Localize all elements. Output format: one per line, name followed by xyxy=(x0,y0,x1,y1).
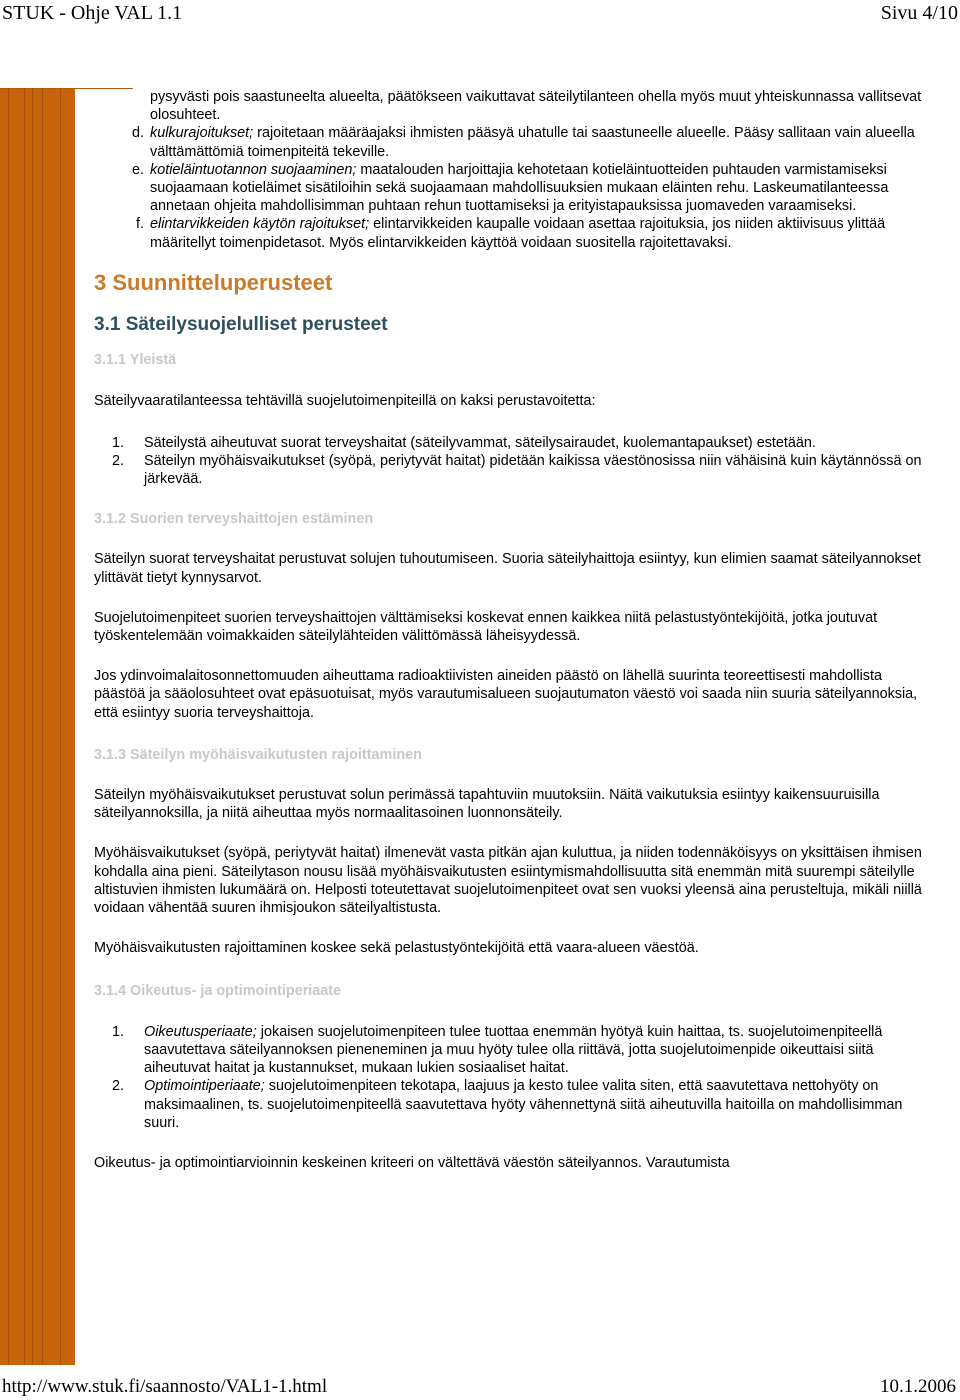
list-item: 1. Säteilystä aiheutuvat suorat terveyshaitat (säteilyvammat, säteilysairaudet, kuolemantapaukset) estetään. xyxy=(112,434,816,451)
page-number: Sivu 4/10 xyxy=(880,2,958,24)
paragraph: Myöhäisvaikutusten rajoittaminen koskee sekä pelastustyöntekijöitä että vaara-alueen väestöä. xyxy=(94,940,699,957)
heading-3-1: 3.1 Säteilysuojelulliset perusteet xyxy=(94,314,388,336)
heading-3-1-3: 3.1.3 Säteilyn myöhäisvaikutusten rajoittaminen xyxy=(94,746,422,763)
document-title: STUK - Ohje VAL 1.1 xyxy=(2,2,183,24)
list-item-e: e. kotieläintuotannon suojaaminen; maatalouden harjoittajia kehotetaan kotieläintuotteiden puhtauden varmistamiseksi suojaamaan kotieläimet sisätiloihin sekä suojaamaan mahdollisuuksien mukaan eläinten rehu. Laskeumatilanteessa annetaan ohjeita mahdollisimman puhtaan rehun tuottamiseksi ja erityistapauksissa juomaveden varaamiseksi. xyxy=(131,161,889,215)
heading-3-1-2: 3.1.2 Suorien terveyshaittojen estäminen xyxy=(94,511,374,528)
page-header xyxy=(0,0,960,30)
list-item-d: d. kulkurajoitukset; rajoitetaan määräajaksi ihmisten pääsyä uhatulle tai saastuneelle alueelle. Pääsy sallitaan vain alueella välttämättömiä toimenpiteitä tekeville. xyxy=(131,125,915,160)
paragraph: Oikeutus- ja optimointiarvioinnin keskeinen kriteeri on vältettävä väestön säteilyannos. Varautumista xyxy=(94,1154,730,1171)
continued-text: pysyvästi pois saastuneelta alueelta, päätökseen vaikuttavat säteilytilanteen ohella myös muut yhteiskunnassa vallitsevat olosuhteet. xyxy=(150,89,922,124)
heading-3-1-1: 3.1.1 Yleistä xyxy=(94,352,177,369)
print-date: 10.1.2006 xyxy=(880,1376,956,1397)
paragraph: Suojelutoimenpiteet suorien terveyshaittojen välttämiseksi koskevat ennen kaikkea niitä pelastustyöntekijöitä, jotka joutuvat työskentelemään voimakkaiden säteilylähteiden välittömässä läheisyydessä. xyxy=(94,609,878,645)
list-item: 1. Oikeutusperiaate; jokaisen suojelutoimenpiteen tulee tuottaa enemmän hyötyä kuin haittaa, ts. suojelutoimenpiteellä saavutettava säteilyannoksen pieneneminen ja muu hyöty tulee olla riittävä, jotta suojelutoimenpide oikeuttaisi siitä aiheutuvat haitat ja kustannukset, mukaan lukien sosiaaliset haitat. xyxy=(112,1023,883,1077)
continued-item xyxy=(94,88,934,124)
paragraph: Myöhäisvaikutukset (syöpä, periytyvät haitat) ilmenevät vasta pitkän ajan kuluttua, ja niiden todennäköisyys on yksittäisen ihmisen kohdalla aina pieni. Säteilytason nousu lisää myöhäisvaikutusten esiintymismahdollisuutta sitä enemmän mitä suurempi säteilylle altistuvien ihmisten lukumäärä on. Helposti toteutettavat suojelutoimenpiteet ovat sen vuoksi yleensä aina perusteltuja, mikäli niillä voidaan vähentää suuren ihmisjoukon säteilyaltistusta. xyxy=(94,845,922,917)
paragraph: Jos ydinvoimalaitosonnettomuuden aiheuttama radioaktiivisten aineiden päästö on lähellä suurinta teoreettisesti mahdollista päästöä ja sääolosuhteet ovat epäsuotuisat, myös varautumisalueen suojautumaton väestö voi saada niin suuria säteilyannoksia, että esiintyy suoria terveyshaittoja. xyxy=(94,668,918,721)
goals-list xyxy=(94,434,934,489)
heading-3: 3 Suunnitteluperusteet xyxy=(94,269,333,295)
list-item: 2. Säteilyn myöhäisvaikutukset (syöpä, periytyvät haitat) pidetään kaikissa väestönosissa niin vähäisinä kuin käytännössä on järkevää. xyxy=(112,452,922,488)
paragraph: Säteilyn suorat terveyshaitat perustuvat solujen tuhoutumiseen. Suoria säteilyhaittoja esiintyy, kun elimien saamat säteilyannokset ylittävät tietyt kynnysarvot. xyxy=(94,551,921,586)
paragraph: Säteilyn myöhäisvaikutukset perustuvat solun perimässä tapahtuviin muutoksiin. Näitä vaikutuksia esiintyy kaikensuuruisilla säteilyannoksilla, ja niitä aiheuttaa myös normaalitasoinen luonnonsäteily. xyxy=(94,787,880,822)
page-url-link[interactable]: http://www.stuk.fi/saannosto/VAL1-1.html xyxy=(2,1376,328,1397)
left-decorative-bar xyxy=(0,88,75,1365)
principles-list xyxy=(94,1023,934,1132)
paragraph: Säteilyvaaratilanteessa tehtävillä suojelutoimenpiteillä on kaksi perustavoitetta: xyxy=(94,393,596,410)
list-item-f: f. elintarvikkeiden käytön rajoitukset; elintarvikkeiden kaupalle voidaan asettaa rajoituksia, jos niiden aktiivisuus ylittää määritellyt toimenpidetasot. Myös elintarvikkeiden käyttöä voidaan suositella rajoitettavaksi. xyxy=(136,216,886,251)
heading-3-1-4: 3.1.4 Oikeutus- ja optimointiperiaate xyxy=(94,982,342,999)
document-body xyxy=(94,88,934,1172)
list-item: 2. Optimointiperiaate; suojelutoimenpiteen tekotapa, laajuus ja kesto tulee valita siten, että saavutettava nettohyöty on maksimaalinen, ts. suojelutoimenpiteellä saavutettava hyöty vähennettynä siitä aiheutuvilla haitoilla on mahdollisimman suuri. xyxy=(112,1078,903,1131)
page-footer xyxy=(0,1376,960,1400)
